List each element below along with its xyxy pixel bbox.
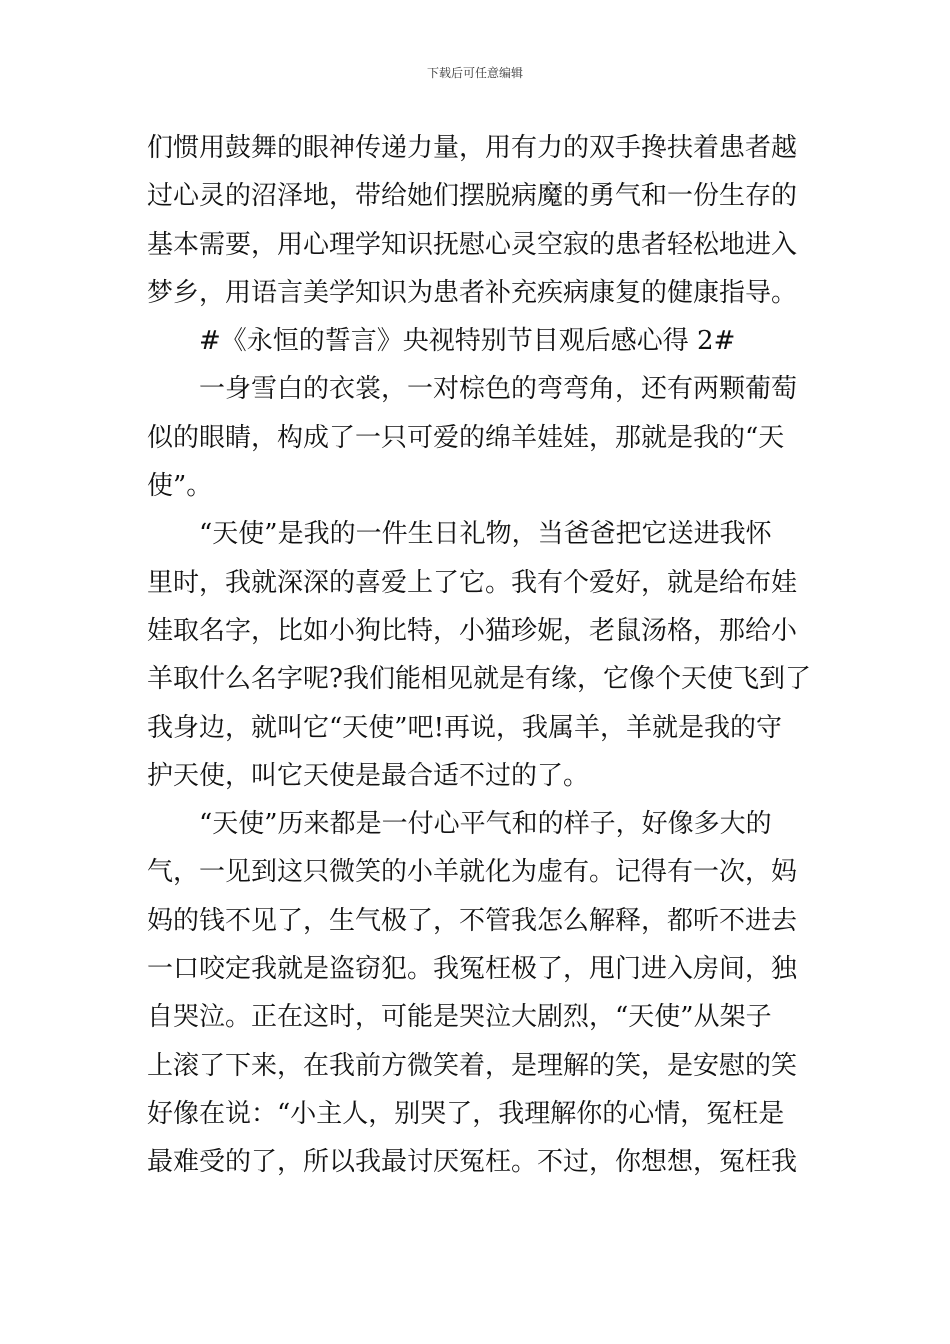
text-line: 梦乡，用语言美学知识为患者补充疾病康复的健康指导。 [147, 277, 798, 308]
text-line: 过心灵的沼泽地，带给她们摆脱病魔的勇气和一份生存的 [147, 181, 798, 212]
text-line: 里时，我就深深的喜爱上了它。我有个爱好，就是给布娃 [147, 567, 798, 598]
text-line: 最难受的了，所以我最讨厌冤枉。不过，你想想，冤枉我 [147, 1147, 798, 1178]
text-line: 基本需要，用心理学知识抚慰心灵空寂的患者轻松地进入 [147, 229, 798, 260]
text-line: 使”。 [147, 471, 213, 502]
text-line: 一口咬定我就是盗窃犯。我冤枉极了，甩门进入房间，独 [147, 954, 798, 985]
text-line: 们惯用鼓舞的眼神传递力量，用有力的双手搀扶着患者越 [147, 133, 798, 163]
text-line: 一身雪白的衣裳，一对棕色的弯弯角，还有两颗葡萄 [199, 374, 798, 405]
text-line: 我身边，就叫它“天使”吧!再说，我属羊，羊就是我的守 [147, 712, 783, 743]
text-line: “天使”历来都是一付心平气和的样子，好像多大的 [199, 809, 772, 840]
text-line: 妈的钱不见了，生气极了，不管我怎么解释，都听不进去 [147, 905, 798, 936]
document-body [147, 124, 811, 1187]
text-line: 自哭泣。正在这时，可能是哭泣大剧烈，“天使”从架子 [147, 1002, 772, 1033]
text-line: 护天使，叫它天使是最合适不过的了。 [147, 760, 590, 791]
section-title: #《永恒的誓言》央视特别节目观后感心得 2# [199, 326, 736, 357]
text-line: 好像在说：“小主人，别哭了，我理解你的心情，冤枉是 [147, 1098, 785, 1129]
text-line: “天使”是我的一件生日礼物，当爸爸把它送进我怀 [199, 519, 772, 550]
text-line: 羊取什么名字呢?我们能相见就是有缘，它像个天使飞到了 [147, 664, 811, 695]
text-line: 气，一见到这只微笑的小羊就化为虚有。记得有一次，妈 [147, 857, 798, 888]
text-line: 娃取名字，比如小狗比特，小猫珍妮，老鼠汤格，那给小 [147, 615, 798, 646]
text-line: 似的眼睛，构成了一只可爱的绵羊娃娃，那就是我的“天 [147, 422, 785, 453]
text-line: 上滚了下来，在我前方微笑着，是理解的笑，是安慰的笑 [147, 1050, 798, 1081]
page-header: 下载后可任意编辑 [426, 66, 523, 80]
